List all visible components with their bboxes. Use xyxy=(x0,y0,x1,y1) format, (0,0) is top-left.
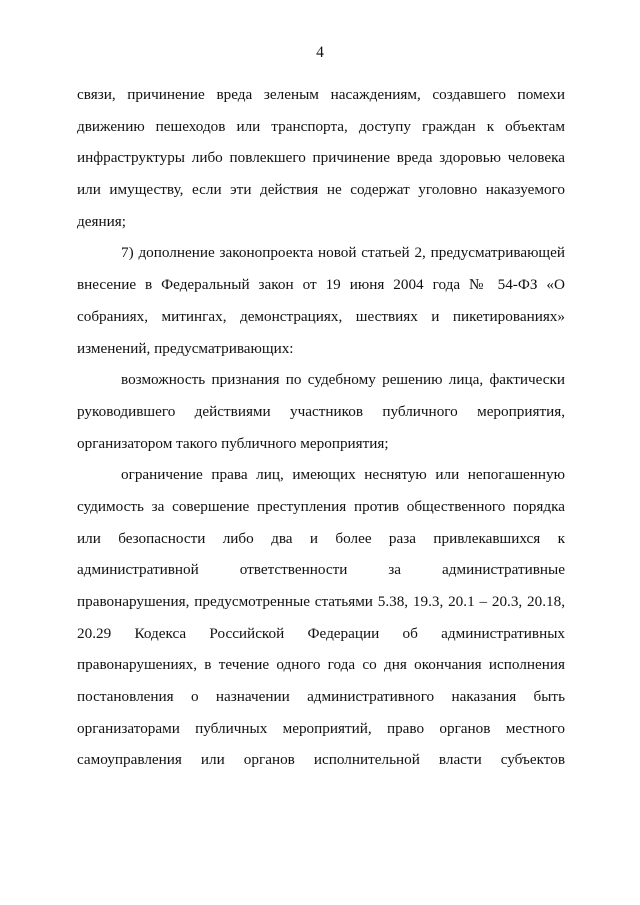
text-line: руководившего действиями участников публичного мероприятия, xyxy=(77,402,565,420)
text-line: или безопасности либо два и более раза привлекавшихся к xyxy=(77,529,565,547)
text-line: инфраструктуры либо повлекшего причинение вреда здоровью человека xyxy=(77,149,565,167)
text-line: ограничение права лиц, имеющих неснятую или непогашенную xyxy=(121,466,565,484)
paragraph-2 xyxy=(77,237,565,364)
text-line: судимость за совершение преступления против общественного порядка xyxy=(77,497,565,515)
text-line: движению пешеходов или транспорта, доступу граждан к объектам xyxy=(77,117,565,135)
text-line: 20.29 Кодекса Российской Федерации об административных xyxy=(77,624,565,642)
text-line: изменений, предусматривающих: xyxy=(77,339,294,357)
text-line: внесение в Федеральный закон от 19 июня 2004 года № 54-ФЗ «О xyxy=(77,276,565,294)
page-number: 4 xyxy=(316,44,324,61)
text-line: правонарушениях, в течение одного года со дня окончания исполнения xyxy=(77,656,565,674)
text-line: организатором такого публичного мероприятия; xyxy=(77,434,389,452)
text-line: или имуществу, если эти действия не содержат уголовно наказуемого xyxy=(77,181,565,199)
text-line: деяния; xyxy=(77,212,126,230)
paragraph-1 xyxy=(77,79,565,237)
text-line: самоуправления или органов исполнительной власти субъектов xyxy=(77,751,565,769)
document-body xyxy=(77,79,565,776)
paragraph-4 xyxy=(77,459,565,776)
text-line: связи, причинение вреда зеленым насаждениям, создавшего помехи xyxy=(77,86,565,103)
text-line: административной ответственности за административные xyxy=(77,561,565,579)
text-line: организаторами публичных мероприятий, право органов местного xyxy=(77,719,565,737)
text-line: правонарушения, предусмотренные статьями 5.38, 19.3, 20.1 – 20.3, 20.18, xyxy=(77,593,565,610)
paragraph-3 xyxy=(77,364,565,459)
text-line: постановления о назначении административного наказания быть xyxy=(77,688,565,706)
text-line: 7) дополнение законопроекта новой статьей 2, предусматривающей xyxy=(121,244,565,262)
text-line: возможность признания по судебному решению лица, фактически xyxy=(121,371,565,389)
text-line: собраниях, митингах, демонстрациях, шествиях и пикетированиях» xyxy=(77,307,565,325)
